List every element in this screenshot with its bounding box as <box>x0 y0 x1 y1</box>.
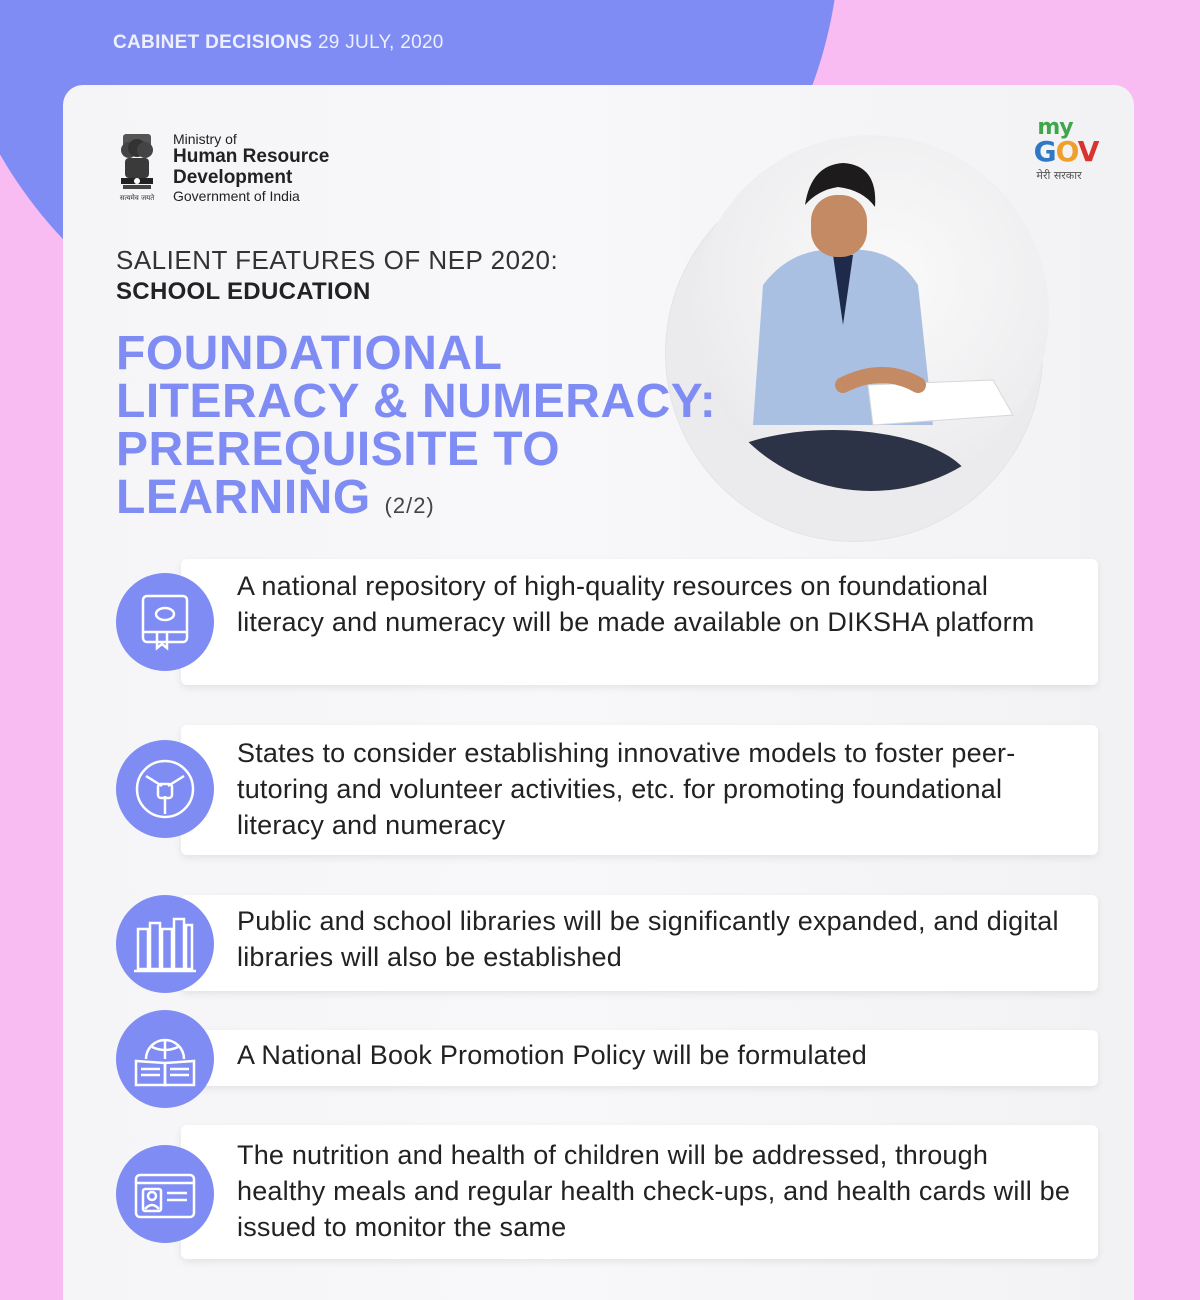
hands-together-icon <box>116 740 214 838</box>
title-line-3: PREREQUISITE TO <box>116 423 561 476</box>
subtitle-line-2: SCHOOL EDUCATION <box>116 278 371 305</box>
ministry-line-2: Human Resource <box>173 146 330 168</box>
feature-text: The nutrition and health of children will be addressed, through healthy meals and regular health check-ups, and health cards will be issued to monitor the same <box>237 1140 1071 1242</box>
subtitle-line-1: SALIENT FEATURES OF NEP 2020: <box>116 245 559 275</box>
mygov-logo <box>1026 117 1106 183</box>
health-card-icon <box>116 1145 214 1243</box>
mygov-my: my <box>1037 115 1073 140</box>
page-indicator: (2/2) <box>384 493 435 518</box>
feature-text: States to consider establishing innovative models to foster peer-tutoring and volunteer activities, etc. for promoting foundational literacy and numeracy <box>237 738 1016 840</box>
title-line-1: FOUNDATIONAL <box>116 327 503 380</box>
feature-text: Public and school libraries will be significantly expanded, and digital libraries will also be established <box>237 906 1059 972</box>
book-icon <box>116 573 214 671</box>
title-line-4: LEARNING <box>116 471 371 524</box>
feature-item <box>116 725 1098 857</box>
feature-item <box>116 1010 1098 1108</box>
title-line-2: LITERACY & NUMERACY: <box>116 375 717 428</box>
mygov-tagline: मेरी सरकार <box>1036 168 1082 182</box>
globe-book-icon <box>116 1010 214 1108</box>
content-card <box>63 85 1134 1300</box>
feature-item <box>116 1125 1098 1261</box>
emblem-motto: सत्यमेव जयते <box>119 194 155 202</box>
feature-text: A national repository of high-quality resources on foundational literacy and numeracy will be made available on DIKSHA platform <box>237 571 1035 637</box>
feature-text: A National Book Promotion Policy will be formulated <box>237 1040 868 1070</box>
feature-item <box>116 893 1098 991</box>
mygov-gov: GOV <box>1033 135 1099 168</box>
cabinet-decisions-header <box>113 32 444 54</box>
ministry-line-4: Government of India <box>173 188 300 205</box>
cabinet-label: CABINET DECISIONS <box>113 32 313 53</box>
ministry-block <box>173 132 329 205</box>
national-emblem-icon <box>113 130 161 204</box>
page-title <box>116 327 816 530</box>
ministry-line-3: Development <box>173 167 293 189</box>
cabinet-date: 29 JULY, 2020 <box>317 32 444 53</box>
library-books-icon <box>116 895 214 993</box>
feature-item <box>116 558 1098 686</box>
ministry-line-1: Ministry of <box>173 131 237 147</box>
